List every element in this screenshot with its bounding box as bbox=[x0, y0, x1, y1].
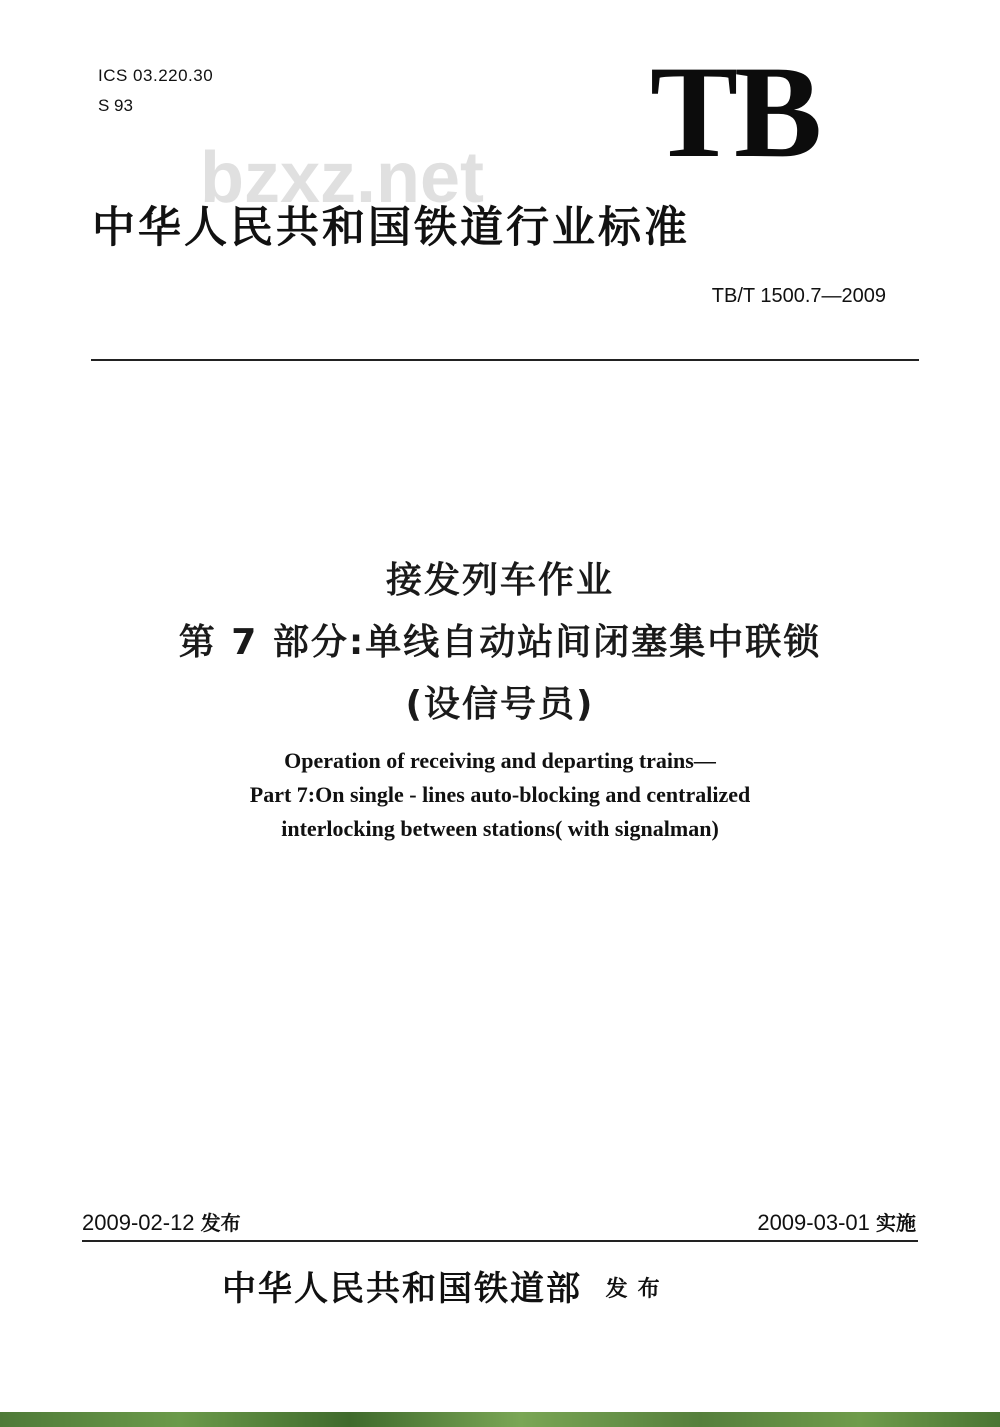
scan-edge-strip bbox=[0, 1412, 1000, 1427]
implement-date: 2009-03-01 bbox=[757, 1210, 870, 1235]
classification-code: S 93 bbox=[98, 96, 133, 115]
cn-title-line-3: (设信号员) bbox=[405, 684, 595, 725]
english-title-block bbox=[60, 744, 940, 846]
issue-label: 发布 bbox=[200, 1211, 241, 1235]
publisher-block bbox=[222, 1266, 670, 1313]
implement-label: 实施 bbox=[876, 1211, 916, 1235]
publisher-name: 中华人民共和国铁道部 bbox=[222, 1269, 582, 1309]
issue-date: 2009-02-12 bbox=[82, 1210, 195, 1235]
en-title-line-1: Operation of receiving and departing trains— bbox=[284, 748, 716, 773]
publisher-verb: 发布 bbox=[605, 1277, 670, 1302]
chinese-title-block bbox=[60, 550, 940, 736]
issue-date-block bbox=[82, 1209, 241, 1237]
footer-divider bbox=[82, 1240, 918, 1242]
cn-title-line-1: 接发列车作业 bbox=[385, 560, 614, 601]
ics-code: ICS 03.220.30 bbox=[98, 66, 214, 85]
en-title-line-2: Part 7:On single - lines auto-blocking and centralized bbox=[249, 782, 751, 807]
cn-title-line-2: 第 7 部分:单线自动站间闭塞集中联锁 bbox=[178, 622, 822, 663]
standard-title: 中华人民共和国铁道行业标准 bbox=[92, 203, 690, 253]
tb-logo: TB bbox=[650, 38, 819, 185]
standard-number: TB/T 1500.7—2009 bbox=[711, 285, 886, 307]
watermark: bzxz.net bbox=[200, 138, 485, 218]
implement-date-block bbox=[640, 1209, 916, 1237]
header-divider bbox=[91, 359, 919, 361]
en-title-line-3: interlocking between stations( with signalman) bbox=[281, 816, 719, 841]
